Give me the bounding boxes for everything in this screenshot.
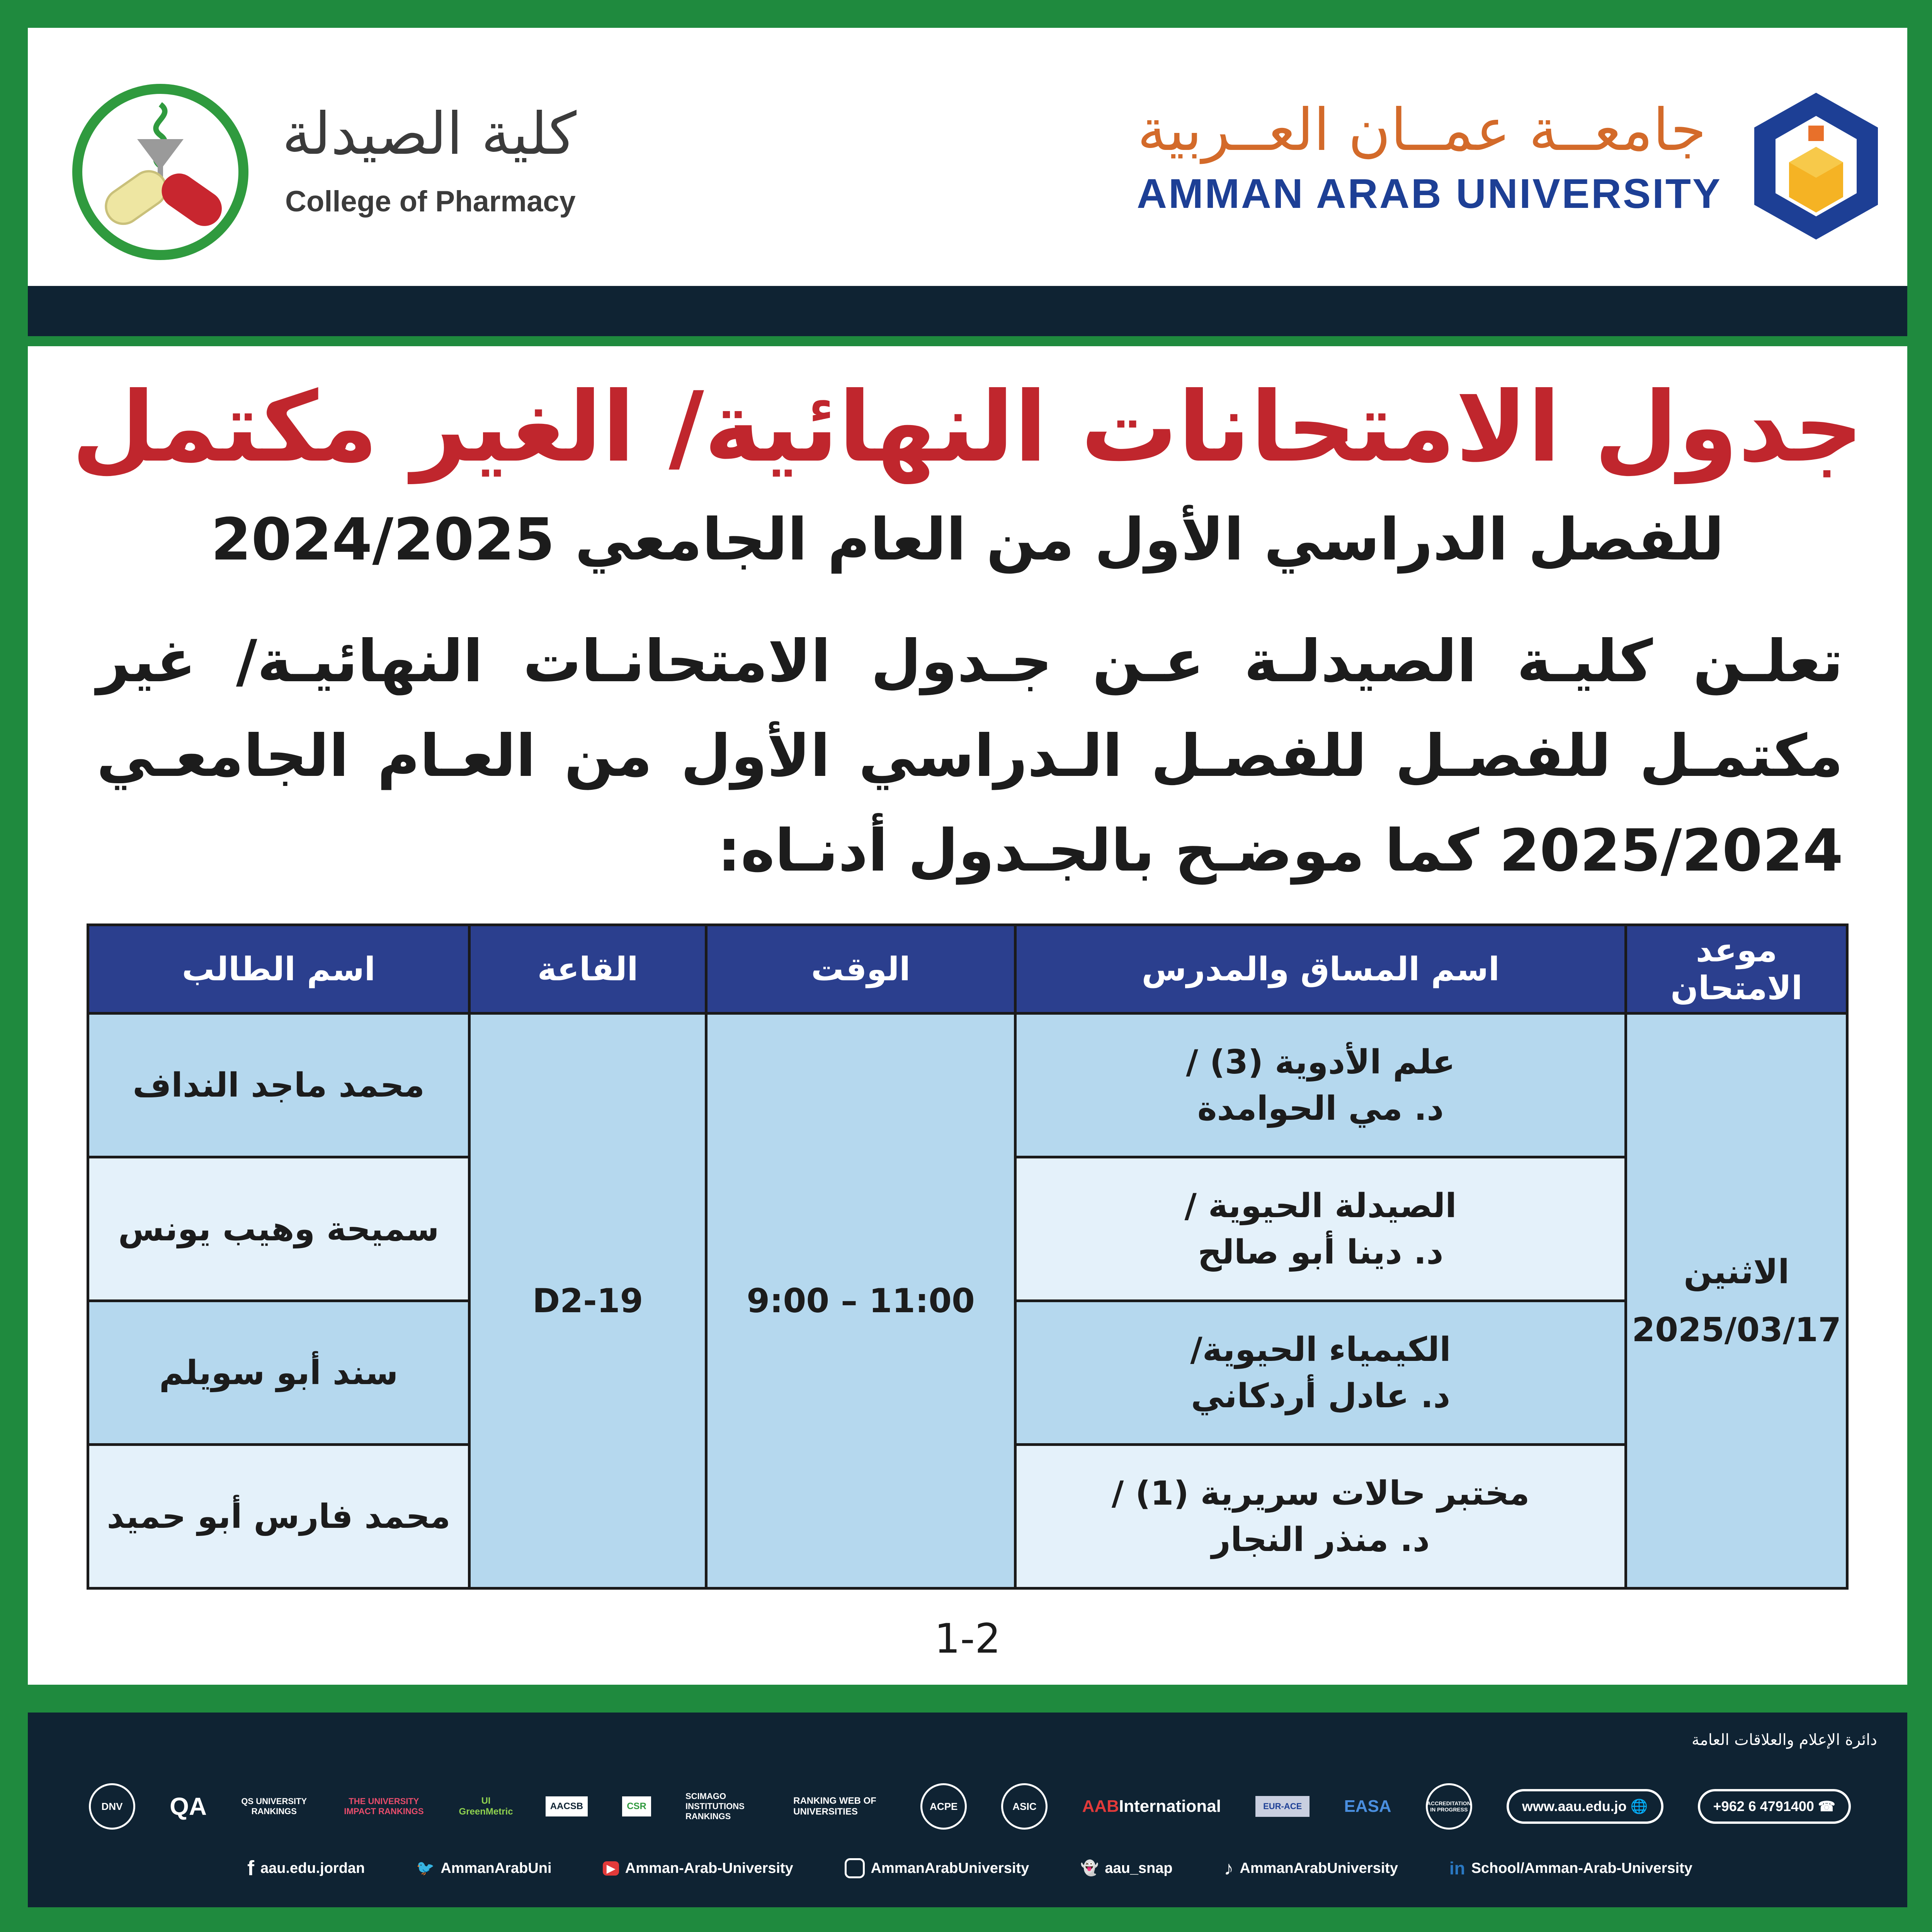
header-time: الوقت (706, 925, 1015, 1014)
easa-logo: EASA (1344, 1797, 1391, 1816)
qs-logo: QS UNIVERSITY RANKINGS (241, 1796, 307, 1816)
exam-date: 2025/03/17 (1632, 1310, 1841, 1349)
header-band (28, 286, 1907, 336)
twitter-icon: 🐦 (416, 1860, 435, 1876)
teacher-name: د. دينا أبو صالح (1197, 1233, 1444, 1272)
phone-icon: ☎ (1818, 1798, 1835, 1814)
exam-room: D2-19 (469, 1014, 706, 1588)
header-exam-date: موعد الامتحان (1626, 925, 1847, 1014)
aab-logo: AAB International (1082, 1797, 1221, 1816)
qa-logo: QA (170, 1793, 207, 1820)
social-label: AmmanArabUniversity (1240, 1860, 1398, 1876)
globe-icon: 🌐 (1630, 1798, 1648, 1814)
social-label: School/Amman-Arab-University (1471, 1860, 1692, 1876)
course-name: الكيمياء الحيوية/ (1190, 1330, 1451, 1369)
department-label: دائرة الإعلام والعلاقات العامة (1691, 1731, 1877, 1749)
facebook-icon: f (247, 1857, 254, 1880)
header-room: القاعة (469, 925, 706, 1014)
linkedin-icon: in (1449, 1858, 1465, 1878)
header-student: اسم الطالب (88, 925, 469, 1014)
university-name-ar: جامعــة عمــان العــربية (1137, 97, 1706, 164)
social-label: aau.edu.jordan (260, 1860, 365, 1876)
social-linkedin[interactable] (1449, 1858, 1692, 1879)
course-name: مختبر حالات سريرية (1) / (1111, 1474, 1530, 1513)
student-name: محمد ماجد النداف (88, 1014, 469, 1157)
page-subtitle: للفصل الدراسي الأول من العام الجامعي 2024/2025 (211, 506, 1725, 573)
table-row (88, 1014, 1847, 1157)
social-label: AmmanArabUni (440, 1860, 552, 1876)
social-tiktok[interactable] (1224, 1857, 1398, 1879)
page-title: جدول الامتحانات النهائية/ الغير مكتمل (71, 371, 1864, 483)
social-facebook[interactable] (247, 1856, 365, 1880)
eurace-logo: EUR-ACE (1255, 1796, 1310, 1817)
asic-logo: ASIC (1001, 1783, 1048, 1830)
accreditation-logos (89, 1777, 1851, 1835)
phone-text: +962 6 4791400 (1713, 1798, 1814, 1814)
the-logo: THE UNIVERSITY IMPACT RANKINGS (344, 1796, 424, 1816)
greenmetric-logo: UI GreenMetric (459, 1796, 513, 1817)
teacher-name: د. منذر النجار (1211, 1520, 1430, 1559)
social-label: Amman-Arab-University (625, 1860, 793, 1876)
page-number: 1-2 (934, 1615, 1001, 1662)
table-header-row (88, 925, 1847, 1014)
course-name: علم الأدوية (3) / (1186, 1043, 1455, 1082)
exam-day: الاثنين (1684, 1252, 1789, 1291)
social-twitter[interactable] (416, 1860, 551, 1877)
university-logo (1747, 89, 1886, 243)
youtube-icon: ▶ (603, 1861, 619, 1876)
university-name-en: AMMAN ARAB UNIVERSITY (1137, 170, 1722, 217)
social-youtube[interactable] (603, 1860, 793, 1877)
teacher-name: د. عادل أردكاني (1191, 1376, 1451, 1415)
college-name-en: College of Pharmacy (285, 185, 576, 218)
social-snapchat[interactable] (1080, 1860, 1173, 1877)
exam-time: 9:00 – 11:00 (706, 1014, 1015, 1588)
exam-schedule-table (87, 923, 1849, 1590)
tiktok-icon: ♪ (1224, 1857, 1234, 1879)
student-name: سميحة وهيب يونس (88, 1157, 469, 1301)
college-name-ar: كلية الصيدلة (282, 100, 577, 168)
announcement-text: تعلـن كليـة الصيدلـة عـن جـدول الامتحانـات النهائيـة/ غير مكتمـل للفصـل للفصـل الـدراسي الأول من العـام الجامعـي 2025/2024 كما موضـح بالجـدول أدنـاه: (97, 628, 1843, 884)
scimago-logo: SCIMAGO INSTITUTIONS RANKINGS (685, 1791, 745, 1821)
social-label: aau_snap (1105, 1860, 1173, 1876)
pharmacy-logo (64, 81, 257, 263)
csr-logo: CSR (622, 1796, 651, 1816)
phone-link[interactable] (1698, 1789, 1851, 1824)
social-label: AmmanArabUniversity (871, 1860, 1029, 1876)
accreditation-progress-logo: ACCREDITATION IN PROGRESS (1426, 1783, 1472, 1830)
course-cell (1015, 1157, 1626, 1301)
course-name: الصيدلة الحيوية / (1184, 1186, 1457, 1225)
header-divider (28, 336, 1907, 346)
course-cell (1015, 1014, 1626, 1157)
exam-date-cell (1626, 1014, 1847, 1588)
course-cell (1015, 1301, 1626, 1445)
website-text: www.aau.edu.jo (1522, 1798, 1627, 1814)
footer-divider (28, 1685, 1907, 1713)
website-link[interactable] (1507, 1789, 1663, 1824)
acpe-logo: ACPE (920, 1783, 967, 1830)
student-name: سند أبو سويلم (88, 1301, 469, 1445)
student-name: محمد فارس أبو حميد (88, 1445, 469, 1588)
snapchat-icon: 👻 (1080, 1860, 1099, 1876)
header-course-teacher: اسم المساق والمدرس (1015, 925, 1626, 1014)
dnv-logo: DNV (89, 1783, 135, 1830)
webometrics-logo: RANKING WEB OF UNIVERSITIES (793, 1796, 876, 1817)
course-cell (1015, 1445, 1626, 1588)
instagram-icon (845, 1858, 865, 1878)
aacsb-logo: AACSB (546, 1796, 588, 1816)
teacher-name: د. مي الحوامدة (1197, 1089, 1444, 1128)
social-instagram[interactable] (845, 1858, 1029, 1878)
social-links (247, 1855, 1692, 1882)
